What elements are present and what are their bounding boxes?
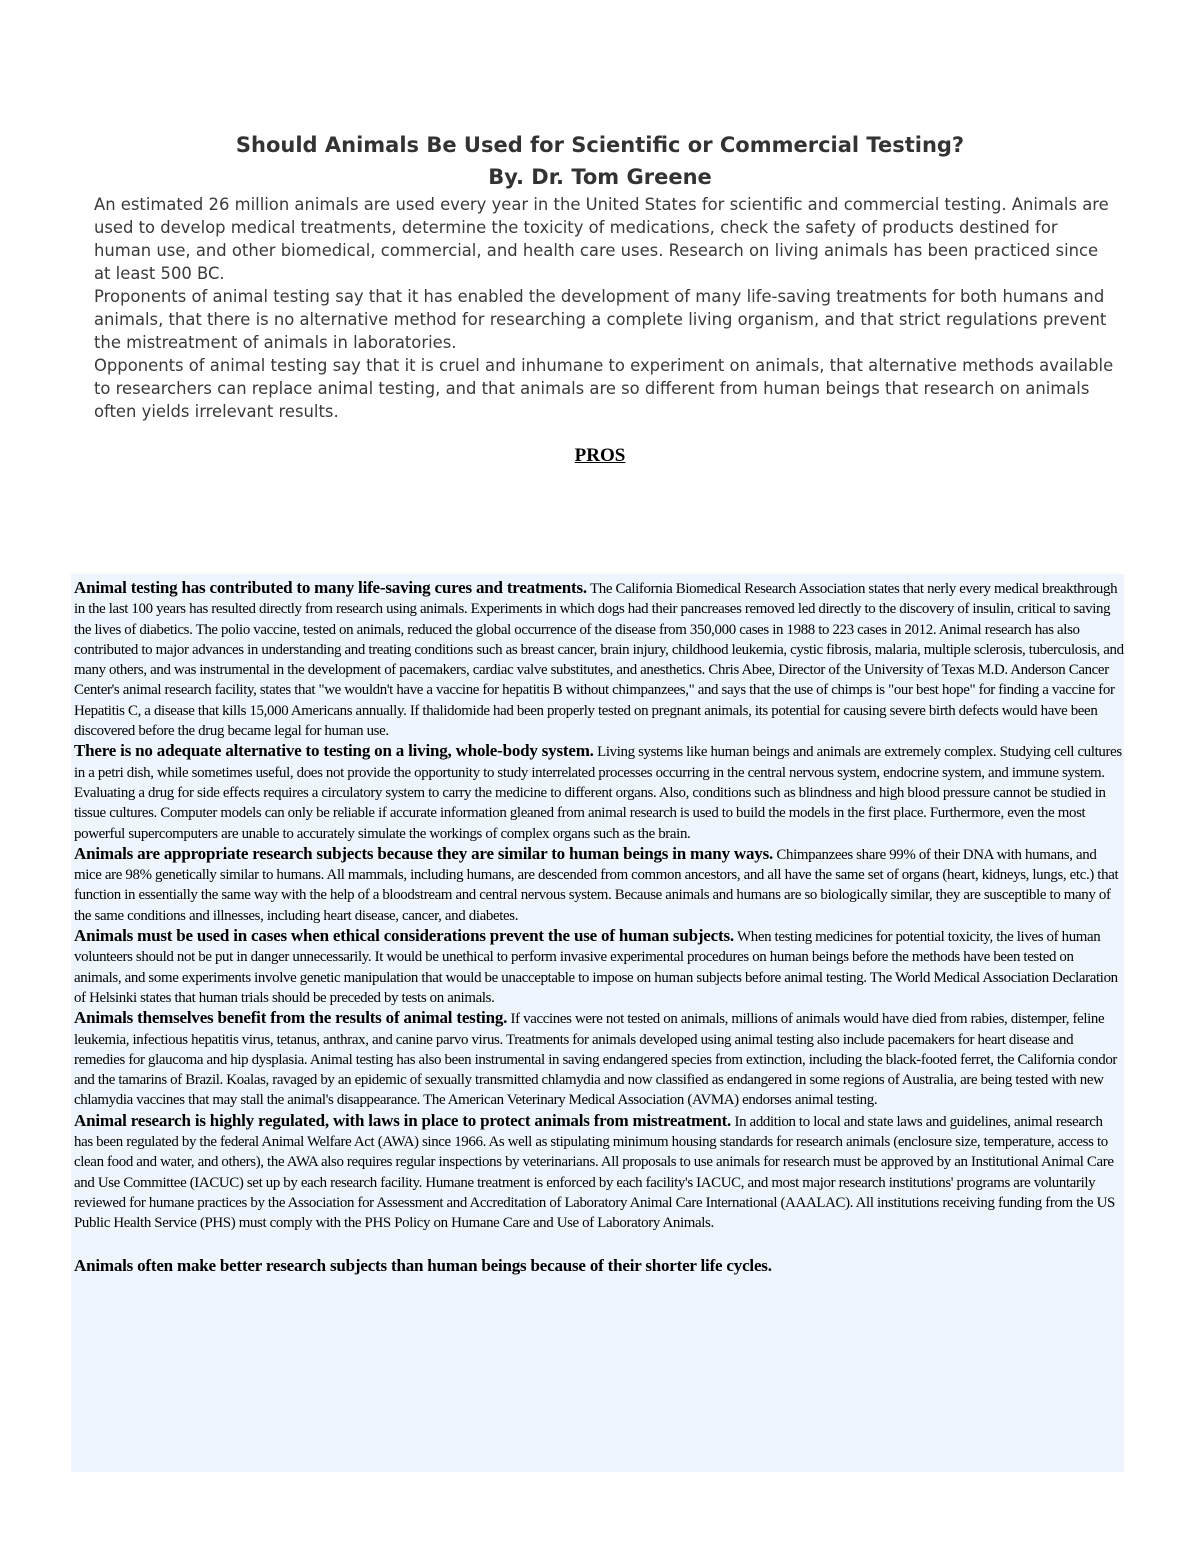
pro-item <box>74 1111 1124 1234</box>
pro-item <box>74 1008 1124 1110</box>
pro-body: When testing medicines for potential toxicity, the lives of human volunteers should not be put in danger unnecessarily. It would be unethical to perform invasive experimental procedures on human beings before the methods have been tested on animals, and some experiments involve genetic manipulation that would be unacceptable to impose on human subjects before animal testing. The World Medical Association Declaration of Helsinki states that human trials should be preceded by tests on animals. <box>74 929 1118 1006</box>
pro-body: If vaccines were not tested on animals, millions of animals would have died from rabies, distemper, feline leukemia, infectious hepatitis virus, tetanus, anthrax, and canine parvo virus. Treatments for animals developed using animal testing also include pacemakers for heart disease and remedies for glaucoma and hip dysplasia. Animal testing has also been instrumental in saving endangered species from extinction, including the black-footed ferret, the California condor and the tamarins of Brazil. Koalas, ravaged by an epidemic of sexually transmitted chlamydia and now classified as endangered in some regions of Australia, are being tested with new chlamydia vaccines that may stall the animal's disappearance. The American Veterinary Medical Association (AVMA) endorses animal testing. <box>74 1011 1118 1109</box>
pro-heading: Animals themselves benefit from the results of animal testing. <box>74 1008 508 1028</box>
pro-item <box>74 844 1124 926</box>
pro-heading: Animals often make better research subjects than human beings because of their shorter life cycles. <box>74 1255 772 1275</box>
pro-body: Chimpanzees share 99% of their DNA with humans, and mice are 98% genetically similar to humans. All mammals, including humans, are descended from common ancestors, and all have the same set of organs (heart, kidneys, lungs, etc.) that function in essentially the same way with the help of a bloodstream and central nervous system. Because animals and humans are so biologically similar, they are susceptible to many of the same conditions and illnesses, including heart disease, cancer, and diabetes. <box>74 846 1119 924</box>
document-title: Should Animals Be Used for Scientific or Commercial Testing? <box>235 133 965 157</box>
pro-heading: Animal testing has contributed to many life-saving cures and treatments. <box>74 578 587 597</box>
intro-paragraph: An estimated 26 million animals are used every year in the United States for scientific and commercial testing. Animals are used to develop medical treatments, determine the toxicity of medications, check the safety of products destined for human use, and other biomedical, commercial, and health care uses. Research on living animals has been practiced since at least 500 BC. <box>94 195 1109 283</box>
pros-list <box>74 578 1124 1277</box>
pro-item <box>74 926 1124 1008</box>
pro-body: In addition to local and state laws and guidelines, animal research has been regulated by the federal Animal Welfare Act (AWA) since 1966. As well as stipulating minimum housing standards for research animals (enclosure size, temperature, access to clean food and water, and others), the AWA also requires regular inspections by veterinarians. All proposals to use animals for research must be approved by an Institutional Animal Care and Use Committee (IACUC) set up by each research facility. Humane treatment is enforced by each facility's IACUC, and most major research institutions' programs are voluntarily reviewed for humane practices by the Association for Assessment and Accreditation of Laboratory Animal Care International (AAALAC). All institutions receiving funding from the US Public Health Service (PHS) must comply with the PHS Policy on Humane Care and Use of Laboratory Animals. <box>74 1113 1115 1232</box>
pro-heading: Animals are appropriate research subjects because they are similar to human beings in many ways. <box>74 843 774 863</box>
pro-body: The California Biomedical Research Association states that nerly every medical breakthrough in the last 100 years has resulted directly from research using animals. Experiments in which dogs had their pancreases removed led directly to the discovery of insulin, critical to saving the lives of diabetics. The polio vaccine, tested on animals, reduced the global occurrence of the disease from 350,000 cases in 1988 to 223 cases in 2012. Animal research has also contributed to major advances in understanding and treating conditions such as breast cancer, brain injury, childhood leukemia, cystic fibrosis, malaria, multiple sclerosis, tuberculosis, and many others, and was instrumental in the development of pacemakers, cardiac valve substitutes, and anesthetics. Chris Abee, Director of the University of Texas M.D. Anderson Cancer Center's animal research facility, states that "we wouldn't have a vaccine for hepatitis B without chimpanzees," and says that the use of chimps is "our best hope" for finding a vaccine for Hepatitis C, a disease that kills 15,000 Americans annually. If thalidomide had been properly tested on pregnant animals, its potential for causing severe birth defects would have been discovered before the drug became legal for human use. <box>74 581 1124 740</box>
intro-section <box>94 193 1114 423</box>
paragraph-spacer <box>74 1234 1124 1256</box>
pros-heading: PROS <box>574 445 626 466</box>
pro-heading: Animal research is highly regulated, with laws in place to protect animals from mistreatment. <box>74 1110 732 1130</box>
pro-heading: There is no adequate alternative to testing on a living, whole-body system. <box>74 741 594 761</box>
intro-paragraph: Proponents of animal testing say that it has enabled the development of many life-saving treatments for both humans and animals, that there is no alternative method for researching a complete living organism, and that strict regulations prevent the mistreatment of animals in laboratories. <box>94 287 1107 352</box>
pro-item <box>74 741 1124 843</box>
pro-body: Living systems like human beings and animals are extremely complex. Studying cell cultures in a petri dish, while sometimes useful, does not provide the opportunity to study interrelated processes occurring in the central nervous system, endocrine system, and immune system. Evaluating a drug for side effects requires a circulatory system to carry the medicine to different organs. Also, conditions such as blindness and high blood pressure cannot be studied in tissue cultures. Computer models can only be reliable if accurate information gleaned from animal research is used to build the models in the first place. Furthermore, even the most powerful supercomputers are unable to accurately simulate the workings of complex organs such as the brain. <box>74 744 1122 842</box>
pro-heading: Animals must be used in cases when ethical considerations prevent the use of human subjects. <box>74 926 734 946</box>
intro-paragraph: Opponents of animal testing say that it is cruel and inhumane to experiment on animals, that alternative methods available to researchers can replace animal testing, and that animals are so different from human beings that research on animals often yields irrelevant results. <box>94 356 1114 421</box>
pro-item <box>74 578 1124 741</box>
pro-item <box>74 1256 1124 1277</box>
document-author: By. Dr. Tom Greene <box>488 165 712 189</box>
